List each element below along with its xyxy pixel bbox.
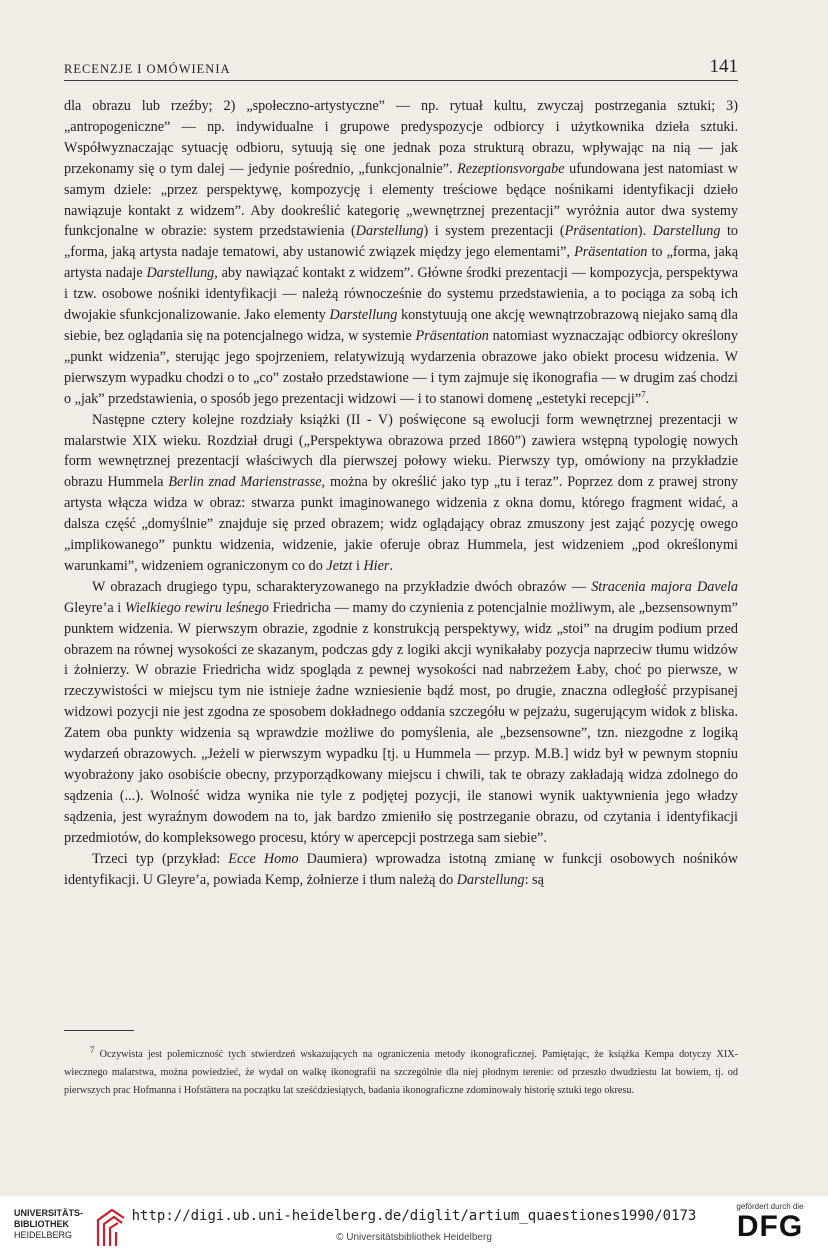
- text-run: to „forma, jaką artysta nadaje tematowi, aby ustanowić związek między jego elementami”,: [64, 223, 738, 261]
- permalink-url[interactable]: http://digi.ub.uni-heidelberg.de/diglit/artium_quaestiones1990/0173: [131, 1208, 697, 1224]
- italic-term: Stracenia majora Davela: [591, 578, 738, 595]
- dfg-logo[interactable]: [726, 1202, 814, 1250]
- logo-line-1: UNIVERSITÄTS-: [14, 1208, 84, 1218]
- italic-term: Berlin znad Marienstrasse: [168, 474, 322, 491]
- footnote-text: Oczywista jest polemiczność tych stwierdzeń wskazujących na ograniczenia metody ikonograficznej. Pamiętając, że książka Kempa dotyczy XIX-wiecznego malarstwa, można powiedzieć, że wydał on walkę ikonografii na szczególnie dla niej płodnym terenie: od przeszło dwudziestu lat bowiem, tj. od pierwszych prac Hofmanna i Hofstättera na początku lat sześćdziesiątych, badania ikonograficzne zdominowały historię sztuki tego okresu.: [64, 1049, 738, 1096]
- text-run: Friedricha — mamy do czynienia z potencjalnie możliwym, ale „bezsensownym” punktem widzenia. W pierwszym obrazie, zgodnie z konstrukcją perspektywy, widz „stoi” na drugim podium przed obrazem na równej wysokości ze skazanym, podczas gdy z logiki akcji wynikałaby pozycja naprzeciw tłumu widzów i żołnierzy. W obrazie Friedricha widz spogląda z pewnej wysokości nad nabrzeżem Łaby, choć po pierwsze, w rzeczywistości w miejscu tym nie istnieje żadne wzniesienie bądź most, po drugie, znaczna odległość przypisanej widzowi pozycji nie jest zgodna ze sposobem dokładnego oddania szczegółu w pejzażu, sugerującym widok z bliska. Zatem oba punkty widzenia są wprawdzie możliwe do pomyślenia, ale „bezsensowne”, tzn. niezgodne z logiką wydarzeń obrazowych. „Jeżeli w pierwszym wypadku [tj. u Hummela — przyp. M.B.] widz był w pewnym stopniu wyobrażony jako osobiście obecny, przyporządkowany miejscu i chwili, tak te obrazy zakładają widza zdolnego do sądzenia (...). Wolność widza wynika nie tyle z podjętej pozycji, ile stanowi wynik uaktywnienia jego władzy sądzenia, jest wyraźnym dowodem na to, jak bardzo zmieniło się postrzeganie obrazu, od czytania i identyfikacji przedmiotów, do kompleksowego procesu, który w apercepcji postrzega sam siebie”.: [64, 599, 738, 846]
- italic-term: Präsentation: [564, 223, 638, 240]
- footnote-marker: 7: [90, 1044, 95, 1055]
- running-head: [64, 56, 738, 81]
- text-run: , aby nawiązać kontakt z widzem”. Główne środki prezentacji — kompozycja, perspektywa i tzw. osobowe nośniki identyfikacji — należą równocześnie do systemu przedstawienia, a to pociąga za sobą ich dwojakie sfunkcjonalizowanie. Jako elementy: [64, 265, 738, 324]
- text-run: .: [645, 390, 650, 407]
- paragraph-2: [64, 410, 738, 577]
- italic-term: Darstellung: [355, 223, 424, 240]
- footnote-rule: [64, 1030, 134, 1031]
- italic-term: Darstellung: [652, 223, 721, 240]
- page-number: 141: [709, 56, 738, 77]
- text-run: ufundowana jest natomiast w samym dziele: „przez perspektywę, kompozycję i elementy treściowe będące nośnikami identyfikacji dzieło nawiązuje kontakt z widzem”. Aby dookreślić kategorię „wewnętrznej prezentacji” wyróżnia autor dwa systemy funkcjonalne w obrazie: system przedstawienia (: [64, 160, 738, 240]
- paragraph-1: [64, 96, 738, 410]
- text-run: Gleyre’a i: [64, 599, 125, 616]
- paragraph-4: [64, 849, 738, 891]
- logo-line-2: BIBLIOTHEK: [14, 1219, 69, 1229]
- italic-term: Präsentation: [574, 244, 648, 261]
- italic-term: Darstellung: [146, 265, 215, 282]
- italic-term: Jetzt: [326, 557, 353, 574]
- italic-term: Ecce Homo: [228, 850, 299, 867]
- text-run: ) i system prezentacji (: [423, 223, 565, 240]
- text-run: : są: [524, 871, 544, 888]
- text-run: dla obrazu lub rzeźby; 2) „społeczno-artystyczne” — np. rytuał kultu, zwyczaj postrzegania sztuki; 3) „antropogeniczne” — np. indywidualne i grupowe predyspozycje odbiorcy i użytkownika dzieła sztuki. Współwyznaczając sytuację odbioru, sytuują się one jednak poza strukturą obrazu, wpływając na nią — jak przekonamy się o tym dalej — jedynie pośrednio, „funkcjonalnie”.: [64, 98, 738, 177]
- text-run: .: [389, 557, 393, 574]
- logo-line-3: HEIDELBERG: [14, 1230, 73, 1240]
- text-run: Następne cztery kolejne rozdziały książki (II - V) poświęcone są ewolucji form wewnętrznej prezentacji w malarstwie XIX wieku. Rozdział drugi („Perspektywa obrazowa przed 1860”) zawiera wstępną typologię nowych form wewnętrznej prezentacji właściwych dla pierwszej połowy wieku. Pierwszy typ, omówiony na przykładzie obrazu Hummela: [64, 411, 738, 491]
- digitization-footer: [0, 1196, 828, 1256]
- text-run: ).: [637, 223, 653, 240]
- paragraph-3: [64, 577, 738, 849]
- italic-term: Rezeptionsvorgabe: [457, 160, 565, 177]
- italic-term: Wielkiego rewiru leśnego: [124, 599, 269, 616]
- text-run: Daumiera) wprowadza istotną zmianę w funkcji osobowych nośników identyfikacji. U Gleyre’a, powiada Kemp, żołnierze i tłum należą do: [64, 850, 738, 888]
- footnote-reference: 7: [641, 388, 646, 399]
- text-run: konstytuują one akcję wewnątrzobrazową niejako samą dla siebie, bez oglądania się na potencjalnego widza, w systemie: [64, 307, 738, 344]
- copyright-notice: © Universitätsbibliothek Heidelberg: [336, 1232, 492, 1243]
- italic-term: Darstellung: [329, 307, 398, 324]
- dfg-caption: gefördert durch die: [736, 1202, 804, 1211]
- italic-term: Darstellung: [456, 871, 525, 888]
- text-run: , można by określić jako typ „tu i teraz”. Poprzez dom z prawej strony artysta włącza widza w obraz: stwarza punkt imaginowanego widzenia z okna domu, którego fragment widać, a dalsza część „domyślnie” znajduje się przed obrazem; widz oglądający obraz zmuszony jest zająć pozycję owego „implikowanego” punktu widzenia, widzenie, jakie oferuje obraz Hummela, jest widzeniem „pod określonymi warunkami”, widzeniem ograniczonym co do: [64, 474, 739, 574]
- footnote-7: [64, 1046, 738, 1099]
- running-title: RECENZJE I OMÓWIENIA: [64, 62, 231, 76]
- text-run: W obrazach drugiego typu, scharakteryzowanego na przykładzie dwóch obrazów —: [92, 578, 592, 595]
- italic-term: Präsentation: [415, 327, 489, 344]
- text-run: to „forma, jaką artysta nadaje: [64, 244, 739, 282]
- article-body: [64, 96, 738, 890]
- text-run: Trzeci typ (przykład:: [92, 850, 229, 867]
- text-run: i: [352, 557, 364, 574]
- text-run: natomiast wyznaczając odbiorcy określony „punkt widzenia”, sterując jego spojrzeniem, relatywizują wydarzenia obrazowe jako obiekt procesu widzenia. W pierwszym wypadku chodzi o to „co” zostało przedstawione — i tym zajmuje się ikonografia — w drugim zaś chodzi o „jak” przedstawienia, o sposób jego prezentacji widzowi — i to stanowi domenę „estetyki recepcji”: [64, 327, 738, 407]
- italic-term: Hier: [363, 557, 390, 574]
- dfg-wordmark: DFG: [736, 1210, 804, 1243]
